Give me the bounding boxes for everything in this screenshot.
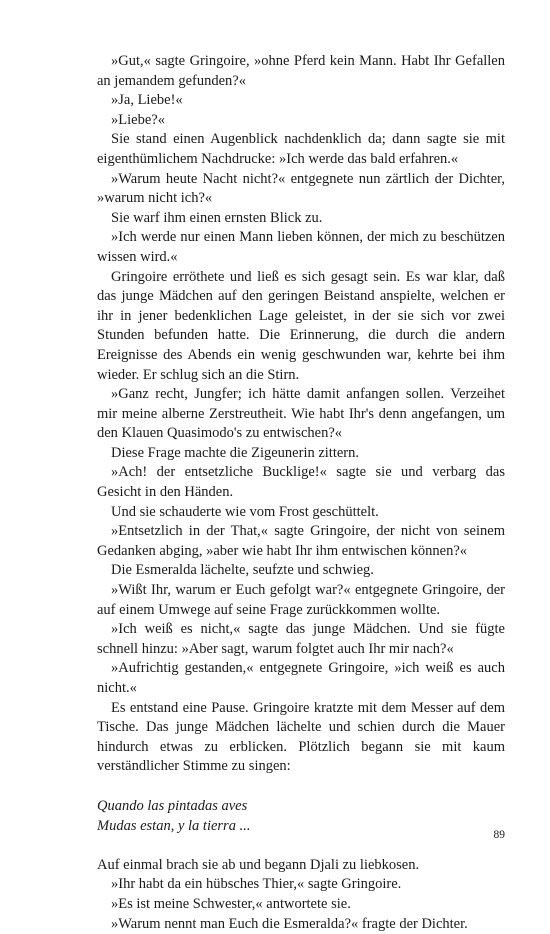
paragraph: »Ich werde nur einen Mann lieben können, der mich zu beschützen wissen wird.« — [97, 229, 505, 265]
paragraph: Sie stand einen Augenblick nachdenklich da; dann sagte sie mit eigenthümlichem Nachdrucke: »Ich werde das bald erfahren.« — [97, 131, 505, 167]
paragraph: »Ich weiß es nicht,« sagte das junge Mädchen. Und sie fügte schnell hinzu: »Aber sagt, warum folgtet auch Ihr mir nach?« — [97, 621, 505, 657]
paragraph: »Ja, Liebe!« — [111, 92, 183, 109]
paragraph: »Aufrichtig gestanden,« entgegnete Gringoire, »ich weiß es auch nicht.« — [97, 660, 505, 696]
paragraph: »Entsetzlich in der That,« sagte Gringoire, der nicht von seinem Gedanken abging, »aber wie habt Ihr ihm entwischen können?« — [97, 523, 505, 559]
paragraph: Gringoire erröthete und ließ es sich gesagt sein. Es war klar, daß das junge Mädchen auf den geringen Beistand anspielte, welchen er ihr in jener bedenklichen Lage geleistet, in der sie sich vor zwei Stunden befunden hatte. Die Erinnerung, die durch die andern Ereignisse des Abends ein wenig geschwunden war, kehrte bei ihm wieder. Er schlug sich an die Stirn. — [97, 268, 505, 383]
paragraph: »Wißt Ihr, warum er Euch gefolgt war?« entgegnete Gringoire, der auf einem Umwege auf seine Frage zurückkommen wollte. — [97, 582, 505, 618]
paragraph: »Liebe?« — [111, 111, 165, 128]
paragraph: Die Esmeralda lächelte, seufzte und schwieg. — [111, 562, 374, 579]
verse-line: Mudas estan, y la tierra ... — [97, 817, 251, 834]
paragraph: Diese Frage machte die Zigeunerin zittern. — [111, 444, 360, 461]
paragraph: »Warum heute Nacht nicht?« entgegnete nun zärtlich der Dichter, »warum nicht ich?« — [97, 170, 505, 207]
paragraph: Sie warf ihm einen ernsten Blick zu. — [111, 209, 323, 226]
paragraph: »Es ist meine Schwester,« antwortete sie. — [111, 895, 351, 912]
paragraph: »Ganz recht, Jungfer; ich hätte damit anfangen sollen. Verzeihet mir meine alberne Zerstreutheit. Wie habt Ihr's denn angefangen, um den Klauen Quasimodo's zu entwischen?« — [97, 386, 505, 442]
paragraph: Und sie schauderte wie vom Frost geschüttelt. — [111, 503, 379, 520]
verse-line: Quando las pintadas aves — [97, 797, 248, 814]
page-number: 89 — [493, 829, 505, 841]
paragraph: Auf einmal brach sie ab und begann Djali zu liebkosen. — [97, 856, 420, 873]
verse-quote — [97, 797, 505, 836]
paragraph: »Warum nennt man Euch die Esmeralda?« fragte der Dichter. — [111, 915, 468, 932]
body-text — [97, 52, 505, 934]
paragraph: »Ihr habt da ein hübsches Thier,« sagte Gringoire. — [111, 876, 402, 893]
paragraph: »Gut,« sagte Gringoire, »ohne Pferd kein Mann. Habt Ihr Gefallen an jemandem gefunden?« — [97, 53, 505, 89]
paragraph: Es entstand eine Pause. Gringoire kratzte mit dem Messer auf dem Tische. Das junge Mädchen lächelte und schien durch die Mauer hindurch etwas zu erblicken. Plötzlich begann sie mit kaum verständlicher Stimme zu singen: — [97, 699, 505, 775]
paragraph: »Ach! der entsetzliche Bucklige!« sagte sie und verbarg das Gesicht in den Händen. — [97, 464, 505, 501]
